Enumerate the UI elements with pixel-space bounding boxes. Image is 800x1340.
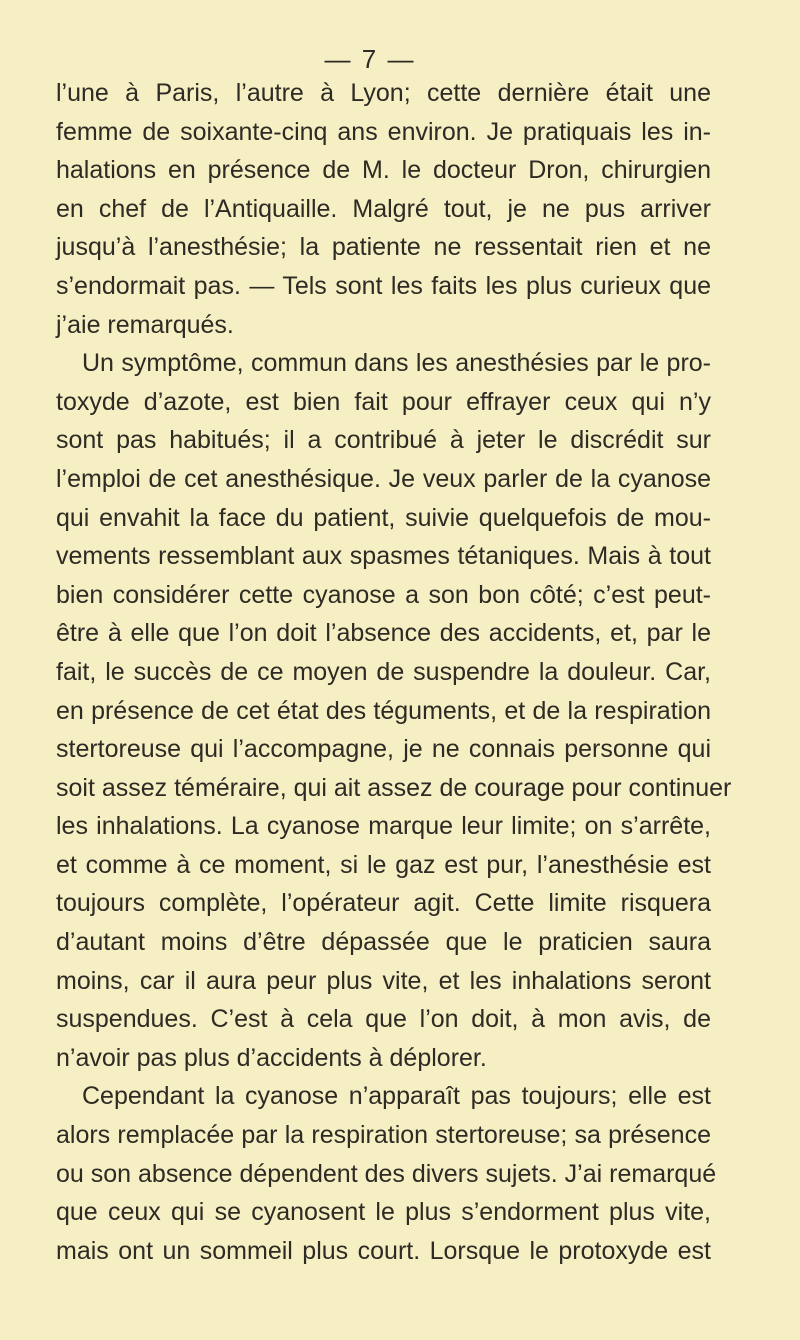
text-line: fait, le succès de ce moyen de suspendre la douleur. Car, [56,657,711,686]
text-line: toujours complète, l’opérateur agit. Cette limite risquera [56,889,711,918]
text-line: moins, car il aura peur plus vite, et les inhalations seront [56,966,711,995]
text-line: sont pas habitués; il a contribué à jeter le discrédit sur [56,426,711,455]
text-line: ou son absence dépendent des divers sujets. J’ai remarqué [56,1159,717,1188]
text-line: Un symptôme, commun dans les anesthésies par le pro- [82,349,711,378]
text-line: l’emploi de cet anesthésique. Je veux parler de la cyanose [56,464,711,493]
text-line: halations en présence de M. le docteur Dron, chirurgien [56,156,711,185]
page-number: — 7 — [324,44,416,74]
body-text [56,74,732,1270]
text-line: que ceux qui se cyanosent le plus s’endorment plus vite, [56,1198,711,1227]
text-line: en chef de l’Antiquaille. Malgré tout, je ne pus arriver [56,194,711,223]
text-line: les inhalations. La cyanose marque leur limite; on s’arrête, [56,812,711,841]
text-line: soit assez téméraire, qui ait assez de courage pour continuer [56,773,732,802]
text-line: stertoreuse qui l’accompagne, je ne connais personne qui [56,735,711,764]
text-line: s’endormait pas. — Tels sont les faits les plus curieux que [56,271,711,300]
text-line: en présence de cet état des téguments, et de la respiration [56,696,711,725]
text-line: femme de soixante-cinq ans environ. Je pratiquais les in- [56,117,711,146]
text-line: toxyde d’azote, est bien fait pour effrayer ceux qui n’y [56,387,711,416]
text-line: mais ont un sommeil plus court. Lorsque le protoxyde est [56,1236,711,1265]
text-line: alors remplacée par la respiration stertoreuse; sa présence [56,1121,711,1150]
text-line: l’une à Paris, l’autre à Lyon; cette dernière était une [56,79,711,107]
text-line: n’avoir pas plus d’accidents à déplorer. [56,1043,487,1072]
text-line: suspendues. C’est à cela que l’on doit, à mon avis, de [56,1005,711,1034]
text-line: être à elle que l’on doit l’absence des accidents, et, par le [56,619,711,648]
text-line: d’autant moins d’être dépassée que le praticien saura [56,928,711,957]
text-line: jusqu’à l’anesthésie; la patiente ne ressentait rien et ne [56,233,711,262]
text-line: qui envahit la face du patient, suivie quelquefois de mou- [56,503,711,532]
text-line: vements ressemblant aux spasmes tétaniques. Mais à tout [56,542,711,571]
text-line: Cependant la cyanose n’apparaît pas toujours; elle est [82,1082,711,1111]
text-line: et comme à ce moment, si le gaz est pur, l’anesthésie est [56,850,711,879]
text-line: j’aie remarqués. [56,310,234,339]
text-line: bien considérer cette cyanose a son bon côté; c’est peut- [56,580,711,609]
